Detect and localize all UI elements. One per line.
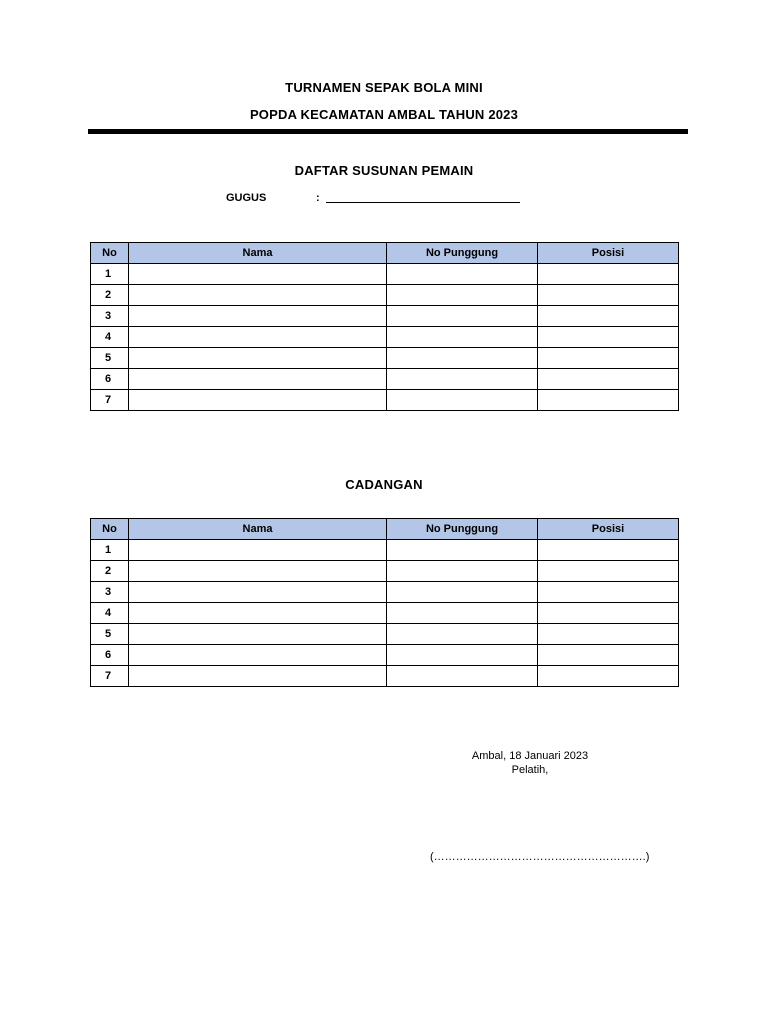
no-punggung-cell[interactable] xyxy=(387,666,538,687)
no-punggung-cell[interactable] xyxy=(387,327,538,348)
row-number: 4 xyxy=(91,603,129,624)
row-number: 1 xyxy=(91,540,129,561)
row-number: 2 xyxy=(91,561,129,582)
nama-cell[interactable] xyxy=(129,390,387,411)
no-punggung-cell[interactable] xyxy=(387,390,538,411)
table-header-row xyxy=(91,519,679,540)
table-row xyxy=(91,327,679,348)
nama-cell[interactable] xyxy=(129,540,387,561)
row-number: 1 xyxy=(91,264,129,285)
nama-cell[interactable] xyxy=(129,624,387,645)
row-number: 7 xyxy=(91,666,129,687)
table-row xyxy=(91,306,679,327)
nama-cell[interactable] xyxy=(129,561,387,582)
table-row xyxy=(91,264,679,285)
posisi-cell[interactable] xyxy=(538,369,679,390)
nama-cell[interactable] xyxy=(129,603,387,624)
nama-cell[interactable] xyxy=(129,264,387,285)
table-row xyxy=(91,369,679,390)
no-punggung-cell[interactable] xyxy=(387,561,538,582)
event-subtitle: POPDA KECAMATAN AMBAL TAHUN 2023 xyxy=(249,107,519,122)
posisi-cell[interactable] xyxy=(538,327,679,348)
no-punggung-cell[interactable] xyxy=(387,369,538,390)
no-punggung-cell[interactable] xyxy=(387,645,538,666)
posisi-cell[interactable] xyxy=(538,264,679,285)
signature-role: Pelatih, xyxy=(511,764,549,776)
main-roster-table xyxy=(90,242,679,411)
nama-cell[interactable] xyxy=(129,327,387,348)
posisi-cell[interactable] xyxy=(538,582,679,603)
table-row xyxy=(91,390,679,411)
no-punggung-cell[interactable] xyxy=(387,306,538,327)
table-row xyxy=(91,624,679,645)
table-header-row xyxy=(91,243,679,264)
nama-cell[interactable] xyxy=(129,645,387,666)
posisi-cell[interactable] xyxy=(538,645,679,666)
roster-title: DAFTAR SUSUNAN PEMAIN xyxy=(294,163,474,178)
no-punggung-cell[interactable] xyxy=(387,285,538,306)
no-punggung-cell[interactable] xyxy=(387,348,538,369)
nama-cell[interactable] xyxy=(129,582,387,603)
no-punggung-cell[interactable] xyxy=(387,582,538,603)
header-divider xyxy=(88,129,688,134)
row-number: 5 xyxy=(91,624,129,645)
posisi-cell[interactable] xyxy=(538,603,679,624)
reserve-roster-table xyxy=(90,518,679,687)
table-row xyxy=(91,645,679,666)
no-punggung-cell[interactable] xyxy=(387,540,538,561)
row-number: 3 xyxy=(91,582,129,603)
posisi-cell[interactable] xyxy=(538,561,679,582)
table-row xyxy=(91,348,679,369)
header-posisi: Posisi xyxy=(538,519,679,540)
nama-cell[interactable] xyxy=(129,348,387,369)
posisi-cell[interactable] xyxy=(538,666,679,687)
header-no: No xyxy=(91,243,129,264)
signature-place-date: Ambal, 18 Januari 2023 xyxy=(471,750,589,762)
header-nama: Nama xyxy=(129,243,387,264)
gugus-colon: : xyxy=(316,192,320,204)
tournament-title: TURNAMEN SEPAK BOLA MINI xyxy=(285,80,483,95)
header-no-punggung: No Punggung xyxy=(387,519,538,540)
table-row xyxy=(91,603,679,624)
table-row xyxy=(91,666,679,687)
row-number: 3 xyxy=(91,306,129,327)
no-punggung-cell[interactable] xyxy=(387,603,538,624)
reserve-title: CADANGAN xyxy=(345,477,423,492)
gugus-field xyxy=(226,190,520,204)
header-posisi: Posisi xyxy=(538,243,679,264)
header-no-punggung: No Punggung xyxy=(387,243,538,264)
table-row xyxy=(91,582,679,603)
signature-name-blank: (………………………………………………….) xyxy=(430,851,650,863)
posisi-cell[interactable] xyxy=(538,285,679,306)
table-row xyxy=(91,540,679,561)
posisi-cell[interactable] xyxy=(538,348,679,369)
table-row xyxy=(91,561,679,582)
header-no: No xyxy=(91,519,129,540)
table-row xyxy=(91,285,679,306)
nama-cell[interactable] xyxy=(129,369,387,390)
nama-cell[interactable] xyxy=(129,306,387,327)
gugus-blank-line xyxy=(326,190,520,203)
nama-cell[interactable] xyxy=(129,666,387,687)
row-number: 5 xyxy=(91,348,129,369)
row-number: 6 xyxy=(91,645,129,666)
row-number: 7 xyxy=(91,390,129,411)
row-number: 6 xyxy=(91,369,129,390)
gugus-label: GUGUS xyxy=(226,192,267,204)
posisi-cell[interactable] xyxy=(538,624,679,645)
row-number: 2 xyxy=(91,285,129,306)
posisi-cell[interactable] xyxy=(538,390,679,411)
nama-cell[interactable] xyxy=(129,285,387,306)
no-punggung-cell[interactable] xyxy=(387,264,538,285)
no-punggung-cell[interactable] xyxy=(387,624,538,645)
posisi-cell[interactable] xyxy=(538,540,679,561)
posisi-cell[interactable] xyxy=(538,306,679,327)
header-nama: Nama xyxy=(129,519,387,540)
row-number: 4 xyxy=(91,327,129,348)
